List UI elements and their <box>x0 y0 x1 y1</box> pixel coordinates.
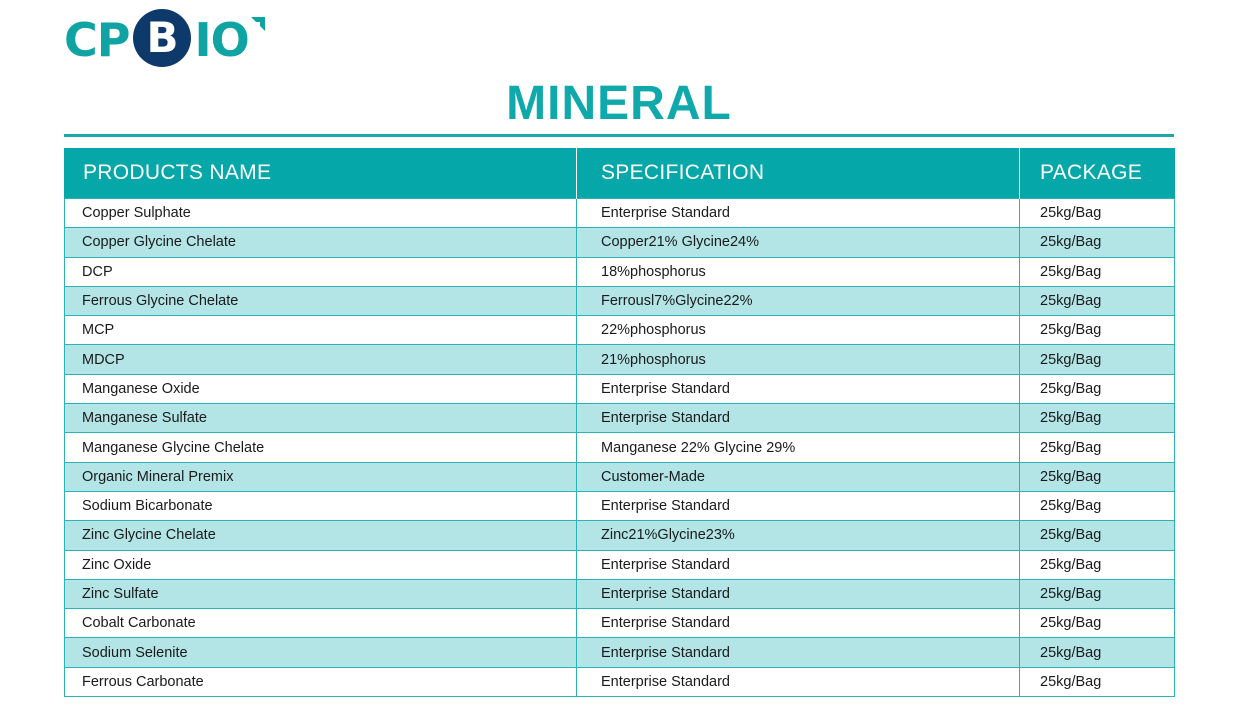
table-row <box>65 579 1175 608</box>
cell-product-name: Ferrous Carbonate <box>65 667 577 696</box>
product-table <box>64 148 1175 697</box>
cell-package: 25kg/Bag <box>1020 609 1175 638</box>
cell-product-name: Copper Glycine Chelate <box>65 228 577 257</box>
table-row <box>65 609 1175 638</box>
cell-specification: Enterprise Standard <box>577 609 1020 638</box>
cell-specification: Enterprise Standard <box>577 491 1020 520</box>
table-row <box>65 550 1175 579</box>
cell-product-name: Zinc Glycine Chelate <box>65 521 577 550</box>
cell-product-name: Sodium Selenite <box>65 638 577 667</box>
cell-specification: 18%phosphorus <box>577 257 1020 286</box>
cell-package: 25kg/Bag <box>1020 638 1175 667</box>
cell-specification: 21%phosphorus <box>577 345 1020 374</box>
table-row <box>65 521 1175 550</box>
cell-package: 25kg/Bag <box>1020 345 1175 374</box>
cell-product-name: MDCP <box>65 345 577 374</box>
cell-specification: Copper21% Glycine24% <box>577 228 1020 257</box>
cpbio-logo <box>64 10 265 70</box>
cell-package: 25kg/Bag <box>1020 228 1175 257</box>
cell-package: 25kg/Bag <box>1020 404 1175 433</box>
cell-product-name: Cobalt Carbonate <box>65 609 577 638</box>
cell-specification: Customer-Made <box>577 462 1020 491</box>
table-body <box>65 199 1175 697</box>
logo-text-io: IO <box>194 13 249 67</box>
table-row <box>65 404 1175 433</box>
table-row <box>65 462 1175 491</box>
cell-product-name: Manganese Glycine Chelate <box>65 433 577 462</box>
cell-product-name: MCP <box>65 316 577 345</box>
table-row <box>65 433 1175 462</box>
cell-specification: Ferrousl7%Glycine22% <box>577 286 1020 315</box>
page-title: MINERAL <box>506 77 732 130</box>
cell-package: 25kg/Bag <box>1020 491 1175 520</box>
table-row <box>65 345 1175 374</box>
cell-product-name: Ferrous Glycine Chelate <box>65 286 577 315</box>
table-header-row <box>65 148 1175 199</box>
cell-package: 25kg/Bag <box>1020 374 1175 403</box>
table-row <box>65 286 1175 315</box>
cell-package: 25kg/Bag <box>1020 579 1175 608</box>
logo-b-circle: B <box>133 9 191 67</box>
cell-specification: Manganese 22% Glycine 29% <box>577 433 1020 462</box>
header-specification: SPECIFICATION <box>577 148 1020 199</box>
table-row <box>65 316 1175 345</box>
cell-package: 25kg/Bag <box>1020 316 1175 345</box>
cell-package: 25kg/Bag <box>1020 550 1175 579</box>
table-row <box>65 638 1175 667</box>
cell-specification: Enterprise Standard <box>577 579 1020 608</box>
cell-specification: Enterprise Standard <box>577 550 1020 579</box>
cell-specification: Enterprise Standard <box>577 374 1020 403</box>
cell-package: 25kg/Bag <box>1020 199 1175 228</box>
table-row <box>65 228 1175 257</box>
cell-package: 25kg/Bag <box>1020 433 1175 462</box>
cell-specification: Enterprise Standard <box>577 199 1020 228</box>
logo-text-cp: CP <box>64 13 130 67</box>
table-row <box>65 667 1175 696</box>
table-row <box>65 491 1175 520</box>
cell-package: 25kg/Bag <box>1020 257 1175 286</box>
cell-package: 25kg/Bag <box>1020 521 1175 550</box>
logo-arrow-icon <box>251 17 265 31</box>
cell-specification: Enterprise Standard <box>577 404 1020 433</box>
table-row <box>65 374 1175 403</box>
header-package: PACKAGE <box>1020 148 1175 199</box>
cell-specification: Enterprise Standard <box>577 638 1020 667</box>
cell-package: 25kg/Bag <box>1020 667 1175 696</box>
cell-product-name: Copper Sulphate <box>65 199 577 228</box>
cell-product-name: Manganese Oxide <box>65 374 577 403</box>
cell-product-name: DCP <box>65 257 577 286</box>
cell-product-name: Manganese Sulfate <box>65 404 577 433</box>
cell-product-name: Zinc Oxide <box>65 550 577 579</box>
header-products-name: PRODUCTS NAME <box>65 148 577 199</box>
product-table-container <box>64 148 1174 697</box>
title-divider <box>64 134 1174 137</box>
cell-specification: 22%phosphorus <box>577 316 1020 345</box>
cell-product-name: Zinc Sulfate <box>65 579 577 608</box>
cell-product-name: Organic Mineral Premix <box>65 462 577 491</box>
cell-specification: Enterprise Standard <box>577 667 1020 696</box>
cell-specification: Zinc21%Glycine23% <box>577 521 1020 550</box>
cell-package: 25kg/Bag <box>1020 286 1175 315</box>
cell-package: 25kg/Bag <box>1020 462 1175 491</box>
table-row <box>65 199 1175 228</box>
table-row <box>65 257 1175 286</box>
cell-product-name: Sodium Bicarbonate <box>65 491 577 520</box>
